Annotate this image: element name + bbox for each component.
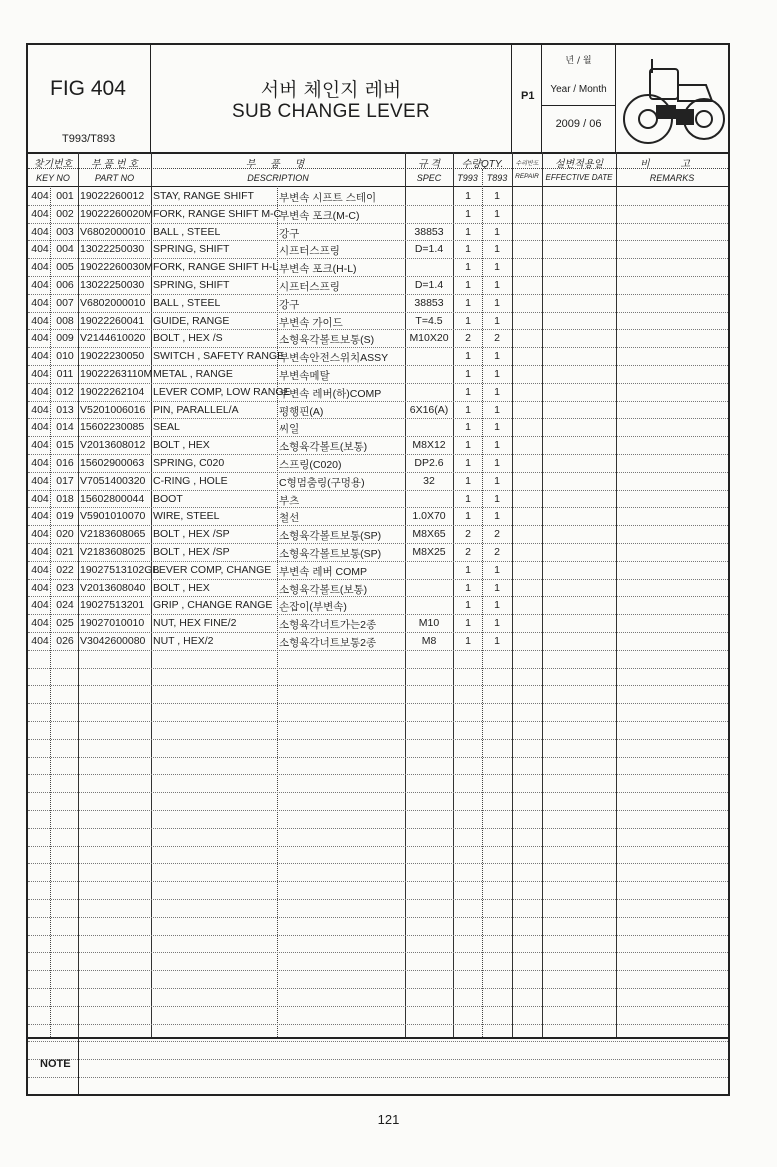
cell-t893: 1 [494,190,500,202]
cell-t893: 1 [494,474,500,487]
cell-desc-en: METAL , RANGE [153,368,233,380]
year-month-korean: 년 / 월 [565,56,592,66]
qty-t993-header: T993 [457,173,478,183]
cell-t993: 1 [465,279,471,291]
cell-part: 19022262104 [80,385,145,398]
cell-t893: 2 [494,528,500,541]
empty-row [28,864,728,882]
qty-t893-header: T893 [486,173,508,183]
cell-t893: 1 [494,457,500,469]
cell-t893: 1 [494,581,500,594]
cell-part: V5901010070 [80,510,146,523]
cell-key: 002 [56,207,74,220]
remarks-header-ko: 비 고 [639,159,705,170]
cell-t893: 1 [494,599,500,612]
cell-key: 014 [56,421,74,434]
column-header [28,152,728,187]
cell-t993: 1 [465,207,471,220]
cell-spec: 38853 [414,225,444,238]
cell-t993: 1 [465,368,471,380]
cell-t993: 1 [465,439,471,452]
cell-t993: 1 [465,261,471,274]
empty-row [28,918,728,936]
cell-desc-ko: 소형육각볼트보통(SP) [279,548,382,560]
cell-part: 19027513102GB [80,563,160,576]
cell-desc-ko: 시프터스프링 [279,281,340,293]
cell-t993: 1 [465,635,471,647]
empty-row [28,758,728,776]
cell-spec: M8 [421,635,437,647]
cell-t893: 1 [494,421,500,434]
cell-desc-en: SPRING, SHIFT [153,279,230,291]
cell-key: 020 [56,528,74,541]
table-row [28,259,728,277]
date-cell [542,45,616,152]
cell-key: 019 [56,510,74,523]
empty-row [28,793,728,811]
table-row [28,526,728,544]
cell-fig: 404 [31,492,49,505]
cell-spec: 38853 [414,296,444,309]
sheet-header [28,45,728,154]
cell-desc-en: GUIDE, RANGE [153,314,230,327]
cell-key: 016 [56,457,74,469]
cell-fig: 404 [31,403,49,416]
cell-key: 004 [56,243,74,256]
cell-part: 19027513201 [80,599,145,612]
title-korean: 서버 체인지 레버 [260,79,402,101]
cell-part: V3042600080 [80,635,146,647]
table-row [28,366,728,384]
empty-row [28,775,728,793]
cell-desc-ko: 철선 [279,512,300,525]
empty-row [28,740,728,758]
cell-desc-en: BOLT , HEX [153,439,210,452]
table-row [28,437,728,455]
cell-fig: 404 [31,296,49,309]
cell-desc-ko: 시프터스프링 [279,245,340,258]
note-section [28,1037,728,1094]
cell-t893: 2 [494,546,500,558]
cell-desc-en: BALL , STEEL [153,225,221,238]
cell-key: 010 [56,350,74,363]
cell-spec: M10 [418,617,440,630]
cell-desc-ko: 부변속 포크(M-C) [279,209,360,222]
cell-t993: 1 [465,190,471,202]
table-row [28,491,728,509]
cell-t993: 2 [465,546,471,558]
cell-t993: 1 [465,457,471,469]
cell-part: V2144610020 [80,332,146,345]
cell-desc-ko: 소형육각너트보통2종 [279,637,377,649]
cell-fig: 404 [31,439,49,452]
cell-spec: 6X16(A) [409,403,449,416]
cell-t893: 1 [494,368,500,380]
spec-header-ko: 규 격 [417,159,441,170]
cell-fig: 404 [31,581,49,594]
cell-part: V5201006016 [80,403,146,416]
cell-fig: 404 [31,421,49,434]
cell-t893: 1 [494,510,500,523]
cell-key: 009 [56,332,74,345]
empty-row [28,882,728,900]
cell-part: 19022260030M [80,261,153,274]
table-row [28,544,728,562]
table-row [28,597,728,615]
issue-date: 2009 / 06 [555,118,602,130]
cell-part: V7051400320 [80,474,146,487]
table-row [28,402,728,420]
cell-fig: 404 [31,243,49,256]
page-cell [512,45,542,152]
cell-t993: 1 [465,474,471,487]
cell-desc-ko: 소형육각너트가는2종 [279,619,377,632]
cell-t893: 1 [494,617,500,630]
cell-desc-en: SPRING, C020 [153,457,225,469]
cell-fig: 404 [31,314,49,327]
cell-key: 008 [56,314,74,327]
cell-desc-en: BOLT , HEX [153,581,210,594]
page-number: 121 [377,1112,400,1127]
cell-key: 022 [56,563,74,576]
table-row [28,419,728,437]
cell-t993: 1 [465,581,471,594]
cell-fig: 404 [31,225,49,238]
empty-row [28,686,728,704]
cell-desc-ko: 평행핀(A) [279,405,324,418]
cell-t993: 1 [465,421,471,434]
year-month-english: Year / Month [550,84,607,95]
cell-fig: 404 [31,279,49,291]
cell-desc-ko: 소형육각볼트(보통) [279,583,368,596]
cell-t993: 2 [465,528,471,541]
cell-fig: 404 [31,207,49,220]
cell-desc-en: FORK, RANGE SHIFT M-C [153,207,282,220]
page-code: P1 [521,90,535,102]
cell-spec: M8X25 [412,546,446,558]
empty-row [28,669,728,687]
cell-fig: 404 [31,617,49,630]
empty-row [28,847,728,865]
cell-fig: 404 [31,368,49,380]
cell-t993: 1 [465,563,471,576]
cell-t893: 1 [494,439,500,452]
cell-key: 001 [56,190,74,202]
cell-desc-en: BOLT , HEX /S [153,332,223,345]
cell-part: 19027010010 [80,617,145,630]
cell-desc-en: NUT, HEX FINE/2 [153,617,237,630]
cell-t993: 1 [465,403,471,416]
cell-part: 19022230050 [80,350,145,363]
table-row [28,384,728,402]
cell-key: 018 [56,492,74,505]
cell-desc-en: BOLT , HEX /SP [153,546,230,558]
cell-key: 023 [56,581,74,594]
cell-part: 13022250030 [80,279,145,291]
cell-fig: 404 [31,385,49,398]
cell-key: 021 [56,546,74,558]
cell-part: 19022260012 [80,190,145,202]
part-no-header: PART NO [94,173,135,183]
cell-spec: 32 [423,474,435,487]
cell-t893: 1 [494,492,500,505]
cell-spec: T=4.5 [415,314,443,327]
cell-t993: 1 [465,350,471,363]
cell-desc-ko: 부변속메탈 [279,370,330,382]
cell-t993: 1 [465,599,471,612]
cell-desc-ko: 소형육각볼트보통(SP) [279,530,382,543]
cell-desc-ko: 소형육각볼트(보통) [279,441,368,454]
cell-t893: 1 [494,261,500,274]
cell-t893: 1 [494,243,500,256]
cell-desc-ko: 부변속 레버 COMP [279,565,368,578]
cell-t993: 1 [465,225,471,238]
cell-desc-en: FORK, RANGE SHIFT H-L [153,261,279,274]
cell-t893: 1 [494,314,500,327]
cell-fig: 404 [31,599,49,612]
cell-desc-en: BOOT [153,492,183,505]
effective-date-header: EFFECTIVE DATE [545,173,613,182]
table-row [28,277,728,295]
empty-row [28,829,728,847]
empty-row [28,971,728,989]
empty-row [28,900,728,918]
table-row [28,224,728,242]
cell-part: 19022260041 [80,314,145,327]
table-row [28,330,728,348]
cell-fig: 404 [31,528,49,541]
cell-t993: 1 [465,314,471,327]
tractor-icon [616,45,728,152]
spec-header: SPEC [416,173,442,183]
cell-key: 005 [56,261,74,274]
cell-spec: M10X20 [409,332,449,345]
cell-t993: 1 [465,385,471,398]
cell-fig: 404 [31,635,49,647]
cell-desc-ko: C형멈춤링(구멍용) [279,476,365,489]
cell-desc-en: SPRING, SHIFT [153,243,230,256]
cell-desc-ko: 손잡이(부변속) [279,601,347,614]
cell-t893: 1 [494,385,500,398]
table-row [28,580,728,598]
cell-desc-en: STAY, RANGE SHIFT [153,190,254,202]
cell-t893: 1 [494,635,500,647]
cell-part: V2013608040 [80,581,146,594]
cell-key: 024 [56,599,74,612]
cell-t893: 1 [494,403,500,416]
cell-t893: 1 [494,350,500,363]
cell-part: 19022263110M [80,368,153,380]
cell-t993: 2 [465,332,471,345]
cell-t993: 1 [465,296,471,309]
cell-desc-en: C-RING , HOLE [153,474,228,487]
cell-t993: 1 [465,243,471,256]
cell-spec: 1.0X70 [412,510,446,523]
cell-t993: 1 [465,617,471,630]
cell-desc-ko: 부변속안전스위치ASSY [279,352,389,365]
cell-t993: 1 [465,510,471,523]
table-row [28,348,728,366]
cell-part: V2183608025 [80,546,146,558]
parts-sheet [26,43,730,1096]
empty-row [28,953,728,971]
figure-number: FIG 404 [50,77,126,100]
cell-t893: 1 [494,279,500,291]
description-header: DESCRIPTION [247,173,309,183]
cell-part: V6802000010 [80,296,146,309]
cell-desc-en: WIRE, STEEL [153,510,220,523]
cell-t893: 1 [494,296,500,309]
cell-part: 15602230085 [80,421,145,434]
cell-desc-ko: 부변속 레버(하)COMP [279,387,382,400]
cell-fig: 404 [31,546,49,558]
table-row [28,615,728,633]
table-row [28,633,728,651]
cell-desc-ko: 소형육각볼트보통(S) [279,334,375,347]
cell-desc-en: LEVER COMP, CHANGE [153,563,272,576]
cell-spec: M8X12 [412,439,446,452]
model-number: T993/T893 [62,133,116,145]
cell-fig: 404 [31,474,49,487]
cell-desc-ko: 씨일 [279,423,300,436]
cell-desc-ko: 강구 [279,227,300,240]
cell-key: 026 [56,635,74,647]
cell-desc-en: SWITCH , SAFETY RANGE [153,350,285,363]
cell-spec: D=1.4 [414,243,444,256]
cell-desc-ko: 부츠 [279,494,300,507]
cell-part: 15602800044 [80,492,145,505]
table-row [28,313,728,331]
cell-desc-en: LEVER COMP, LOW RANGE [153,385,291,398]
empty-row [28,651,728,669]
note-label: NOTE [40,1058,71,1070]
cell-part: 19022260020M [80,207,153,220]
table-row [28,188,728,206]
cell-key: 003 [56,225,74,238]
table-row [28,473,728,491]
qty-header: 수량QTY. [461,159,504,170]
cell-t893: 1 [494,563,500,576]
table-row [28,562,728,580]
cell-part: V2013608012 [80,439,146,452]
remarks-header: REMARKS [649,173,695,183]
key-no-header: KEY NO [36,173,70,183]
part-no-header-ko: 부 품 번 호 [91,159,138,170]
description-header-ko: 부 품 명 [245,159,311,170]
cell-part: V6802000010 [80,225,146,238]
cell-t893: 2 [494,332,500,345]
cell-key: 015 [56,439,74,452]
cell-part: V2183608065 [80,528,146,541]
cell-part: 13022250030 [80,243,145,256]
cell-key: 006 [56,279,74,291]
cell-desc-ko: 부변속 시프트 스테이 [279,192,377,204]
cell-fig: 404 [31,510,49,523]
cell-spec: M8X65 [412,528,446,541]
repair-header: REPAIR [515,173,539,180]
cell-key: 017 [56,474,74,487]
cell-fig: 404 [31,563,49,576]
cell-desc-en: SEAL [153,421,180,434]
cell-key: 011 [56,368,74,380]
repair-header-ko: 수리반도 [515,161,539,167]
cell-fig: 404 [31,261,49,274]
cell-part: 15602900063 [80,457,145,469]
empty-row [28,722,728,740]
cell-fig: 404 [31,332,49,345]
cell-desc-en: PIN, PARALLEL/A [153,403,239,416]
cell-t893: 1 [494,207,500,220]
cell-spec: D=1.4 [414,279,444,291]
cell-spec: DP2.6 [414,457,444,469]
cell-desc-en: GRIP , CHANGE RANGE [153,599,273,612]
cell-key: 007 [56,296,74,309]
cell-desc-en: BALL , STEEL [153,296,221,309]
cell-fig: 404 [31,457,49,469]
cell-desc-ko: 부변속 포크(H-L) [279,263,357,276]
empty-row [28,1007,728,1025]
empty-row [28,704,728,722]
cell-fig: 404 [31,350,49,363]
title-cell [151,45,512,152]
cell-t993: 1 [465,492,471,505]
empty-row [28,936,728,954]
table-row [28,295,728,313]
cell-t893: 1 [494,225,500,238]
figure-cell [28,45,151,152]
cell-desc-en: BOLT , HEX /SP [153,528,230,541]
cell-key: 025 [56,617,74,630]
cell-fig: 404 [31,190,49,202]
empty-row [28,811,728,829]
cell-key: 012 [56,385,74,398]
cell-desc-ko: 강구 [279,298,300,311]
table-row [28,508,728,526]
table-row [28,455,728,473]
title-english: SUB CHANGE LEVER [231,101,431,122]
effective-date-header-ko: 설변적용일 [554,159,604,170]
cell-key: 013 [56,403,74,416]
table-row [28,206,728,224]
empty-row [28,989,728,1007]
cell-desc-ko: 스프링(C020) [279,459,342,471]
cell-desc-ko: 부변속 가이드 [279,316,343,329]
table-row [28,241,728,259]
key-no-header-ko: 찾기번호 [33,159,73,170]
cell-desc-en: NUT , HEX/2 [153,635,214,647]
